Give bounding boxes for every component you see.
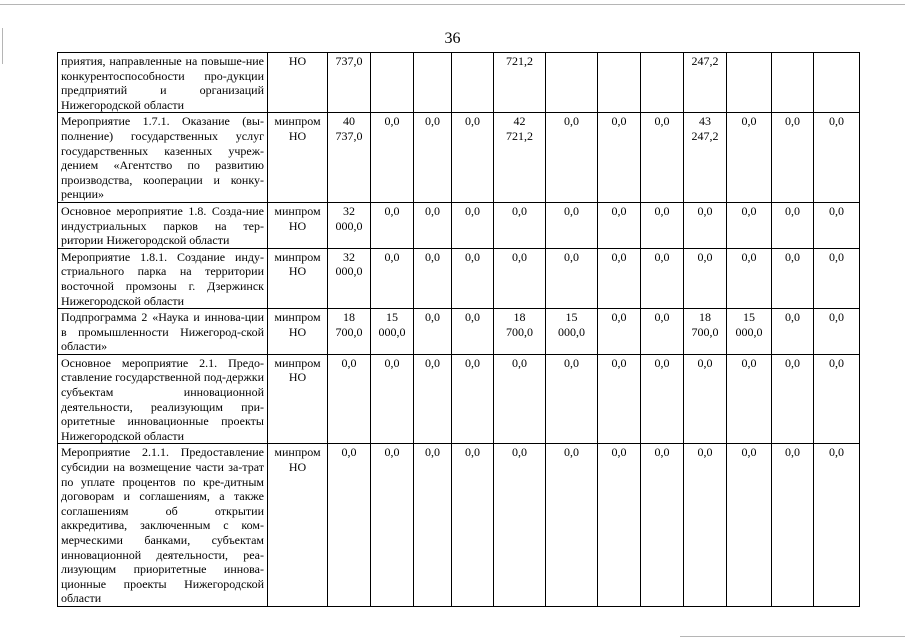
table-row xyxy=(58,354,860,444)
amount-cell xyxy=(546,248,598,308)
amount-cell xyxy=(684,309,727,355)
amount-cell xyxy=(727,444,772,607)
amount-cell xyxy=(328,202,371,248)
amount-value: 0,0 xyxy=(384,114,400,129)
activity-name-cell: Подпрограмма 2 «Наука и иннова-ции в промышленности Нижегород-ской области» xyxy=(58,309,268,355)
amount-value: 0,0 xyxy=(465,310,480,325)
scan-edge-bottom xyxy=(680,636,905,637)
amount-value: 721,2 xyxy=(506,54,533,68)
amount-cell xyxy=(371,248,414,308)
responsible-cell: минпром НО xyxy=(268,309,328,355)
amount-value: 0,0 xyxy=(384,249,400,264)
amount-value: 0,0 xyxy=(564,249,579,264)
amount-value: 000,0 xyxy=(735,324,763,339)
amount-value: 42 xyxy=(513,114,526,129)
amount-cell xyxy=(641,309,684,355)
amount-cell xyxy=(494,202,546,248)
amount-cell xyxy=(772,248,814,308)
amount-cell xyxy=(494,354,546,444)
table-row xyxy=(58,202,860,248)
amount-cell xyxy=(684,113,727,203)
activity-name-cell: Мероприятие 2.1.1. Предоставление субсидии на возмещение части за-трат по уплате процентов по кре-дитным договорам и соглашениям, а также соглашениям об открытии аккредитива, заключенным с ком-мерческими банками, субъектам инновационной деятельности, реа-лизующим приоритетные иннова-ционные проекты Нижегородской области xyxy=(58,444,268,607)
amount-value: 0,0 xyxy=(384,355,400,370)
amount-value: 0,0 xyxy=(697,249,713,264)
amount-cell xyxy=(772,309,814,355)
amount-value: 0,0 xyxy=(654,355,670,370)
amount-cell xyxy=(814,202,860,248)
amount-value: 0,0 xyxy=(654,310,670,325)
amount-value: 0,0 xyxy=(465,203,480,218)
amount-cell xyxy=(414,202,452,248)
amount-cell xyxy=(641,354,684,444)
amount-value: 0,0 xyxy=(341,355,357,370)
amount-cell xyxy=(814,113,860,203)
amount-cell xyxy=(641,113,684,203)
amount-value: 0,0 xyxy=(829,114,844,129)
amount-value: 0,0 xyxy=(564,355,579,370)
amount-cell xyxy=(452,309,494,355)
amount-value: 18 xyxy=(343,310,355,325)
amount-value: 0,0 xyxy=(785,355,800,370)
amount-cell xyxy=(598,53,641,113)
table-row xyxy=(58,444,860,607)
amount-value: 43 xyxy=(699,114,711,129)
amount-cell xyxy=(546,202,598,248)
page-number: 36 xyxy=(444,30,461,47)
amount-cell xyxy=(727,53,772,113)
amount-cell xyxy=(641,53,684,113)
amount-value: 0,0 xyxy=(611,114,627,129)
amount-value: 18 xyxy=(513,310,526,325)
amount-value: 0,0 xyxy=(425,310,440,325)
amount-value: 40 xyxy=(343,114,355,129)
amount-cell xyxy=(814,354,860,444)
amount-cell xyxy=(772,354,814,444)
amount-cell xyxy=(772,53,814,113)
amount-cell xyxy=(452,113,494,203)
amount-cell xyxy=(328,354,371,444)
amount-cell xyxy=(772,444,814,607)
amount-cell xyxy=(598,444,641,607)
amount-cell xyxy=(546,309,598,355)
amount-value: 15 xyxy=(565,310,578,325)
amount-cell xyxy=(772,113,814,203)
amount-value: 0,0 xyxy=(829,310,844,325)
amount-value: 700,0 xyxy=(691,324,719,339)
amount-cell xyxy=(546,113,598,203)
amount-cell xyxy=(494,113,546,203)
activity-name-cell: Мероприятие 1.8.1. Создание инду-стриального парка на территории восточной промзоны г. Дзержинск Нижегородской области xyxy=(58,248,268,308)
amount-cell xyxy=(641,248,684,308)
amount-value: 0,0 xyxy=(512,355,527,370)
amount-value: 0,0 xyxy=(512,203,527,218)
amount-value: 0,0 xyxy=(465,114,480,129)
amount-cell xyxy=(414,53,452,113)
responsible-cell: минпром НО xyxy=(268,113,328,203)
amount-cell xyxy=(452,248,494,308)
amount-cell xyxy=(328,444,371,607)
amount-value: 32 xyxy=(343,249,355,264)
scan-edge-top xyxy=(0,4,905,5)
amount-value: 0,0 xyxy=(697,355,713,370)
amount-value: 0,0 xyxy=(829,445,844,460)
amount-cell xyxy=(727,309,772,355)
amount-value: 0,0 xyxy=(785,249,800,264)
amount-cell xyxy=(494,53,546,113)
amount-value: 000,0 xyxy=(335,218,363,233)
amount-value: 0,0 xyxy=(425,114,440,129)
amount-value: 32 xyxy=(343,203,355,218)
amount-cell xyxy=(727,248,772,308)
amount-cell xyxy=(371,53,414,113)
amount-value: 0,0 xyxy=(611,310,627,325)
amount-cell xyxy=(814,248,860,308)
activity-name-cell: Основное мероприятие 1.8. Созда-ние индустриальных парков на тер-ритории Нижегородской области xyxy=(58,202,268,248)
amount-value: 0,0 xyxy=(425,249,440,264)
amount-value: 0,0 xyxy=(465,249,480,264)
amount-value: 0,0 xyxy=(611,355,627,370)
amount-cell xyxy=(328,309,371,355)
amount-value: 0,0 xyxy=(465,355,480,370)
amount-cell xyxy=(371,444,414,607)
amount-cell xyxy=(546,354,598,444)
amount-value: 0,0 xyxy=(741,249,757,264)
amount-value: 0,0 xyxy=(785,445,800,460)
amount-cell xyxy=(494,309,546,355)
amount-value: 15 xyxy=(386,310,398,325)
amount-cell xyxy=(598,248,641,308)
amount-cell xyxy=(414,309,452,355)
amount-value: 0,0 xyxy=(564,114,579,129)
responsible-cell: минпром НО xyxy=(268,202,328,248)
amount-value: 700,0 xyxy=(506,324,533,339)
amount-cell xyxy=(684,248,727,308)
amount-cell xyxy=(598,354,641,444)
amount-value: 0,0 xyxy=(465,445,480,460)
amount-cell xyxy=(371,113,414,203)
amount-cell xyxy=(684,53,727,113)
amount-value: 0,0 xyxy=(384,445,400,460)
amount-value: 0,0 xyxy=(741,203,757,218)
amount-value: 0,0 xyxy=(785,203,800,218)
amount-value: 0,0 xyxy=(654,114,670,129)
amount-value: 0,0 xyxy=(425,203,440,218)
amount-cell xyxy=(414,113,452,203)
amount-value: 0,0 xyxy=(785,114,800,129)
amount-value: 0,0 xyxy=(741,114,757,129)
amount-cell xyxy=(371,309,414,355)
amount-value: 0,0 xyxy=(564,445,579,460)
amount-value: 0,0 xyxy=(341,445,357,460)
amount-value: 0,0 xyxy=(611,249,627,264)
amount-cell xyxy=(727,113,772,203)
responsible-cell: минпром НО xyxy=(268,248,328,308)
budget-table-body xyxy=(58,53,860,607)
amount-value: 0,0 xyxy=(654,445,670,460)
amount-cell xyxy=(641,444,684,607)
amount-value: 15 xyxy=(743,310,755,325)
amount-cell xyxy=(452,354,494,444)
amount-cell xyxy=(684,444,727,607)
amount-value: 721,2 xyxy=(506,128,533,143)
amount-cell xyxy=(328,53,371,113)
amount-cell xyxy=(371,202,414,248)
amount-value: 0,0 xyxy=(829,249,844,264)
amount-cell xyxy=(546,444,598,607)
amount-cell xyxy=(546,53,598,113)
amount-cell xyxy=(328,248,371,308)
amount-cell xyxy=(328,113,371,203)
amount-cell xyxy=(772,202,814,248)
amount-cell xyxy=(641,202,684,248)
amount-value: 700,0 xyxy=(335,324,363,339)
amount-value: 000,0 xyxy=(378,324,406,339)
amount-cell xyxy=(494,444,546,607)
amount-cell xyxy=(452,444,494,607)
amount-value: 0,0 xyxy=(654,203,670,218)
responsible-cell: минпром НО xyxy=(268,444,328,607)
amount-cell xyxy=(814,444,860,607)
amount-value: 0,0 xyxy=(564,203,579,218)
amount-value: 18 xyxy=(699,310,711,325)
amount-value: 0,0 xyxy=(741,445,757,460)
table-row xyxy=(58,53,860,113)
amount-value: 737,0 xyxy=(335,54,363,68)
activity-name-cell: Основное мероприятие 2.1. Предо-ставление государственной под-держки субъектам инновационной деятельности, реализующим при-оритетные инновационные проекты Нижегородской области xyxy=(58,354,268,444)
amount-cell xyxy=(598,113,641,203)
activity-name-cell: приятия, направленные на повыше-ние конкурентоспособности про-дукции предприятий и организаций Нижегородской области xyxy=(58,53,268,113)
amount-value: 737,0 xyxy=(335,128,363,143)
amount-value: 247,2 xyxy=(691,54,719,68)
responsible-cell: минпром НО xyxy=(268,354,328,444)
amount-value: 0,0 xyxy=(611,445,627,460)
amount-value: 0,0 xyxy=(829,355,844,370)
amount-value: 0,0 xyxy=(697,203,713,218)
amount-value: 0,0 xyxy=(829,203,844,218)
budget-table xyxy=(57,52,860,607)
amount-value: 000,0 xyxy=(558,324,585,339)
amount-cell xyxy=(684,354,727,444)
amount-cell xyxy=(598,309,641,355)
amount-value: 000,0 xyxy=(335,264,363,279)
table-row xyxy=(58,113,860,203)
amount-cell xyxy=(414,354,452,444)
table-row xyxy=(58,309,860,355)
amount-value: 0,0 xyxy=(384,203,400,218)
amount-cell xyxy=(684,202,727,248)
amount-value: 0,0 xyxy=(741,355,757,370)
amount-cell xyxy=(727,202,772,248)
amount-cell xyxy=(452,202,494,248)
amount-cell xyxy=(452,53,494,113)
amount-value: 0,0 xyxy=(512,445,527,460)
amount-value: 0,0 xyxy=(654,249,670,264)
amount-cell xyxy=(598,202,641,248)
responsible-cell: НО xyxy=(268,53,328,113)
amount-cell xyxy=(814,309,860,355)
amount-cell xyxy=(414,248,452,308)
amount-cell xyxy=(727,354,772,444)
amount-value: 247,2 xyxy=(691,128,719,143)
amount-value: 0,0 xyxy=(785,310,800,325)
amount-value: 0,0 xyxy=(512,249,527,264)
amount-value: 0,0 xyxy=(425,445,440,460)
amount-cell xyxy=(494,248,546,308)
amount-cell xyxy=(814,53,860,113)
amount-value: 0,0 xyxy=(425,355,440,370)
table-row xyxy=(58,248,860,308)
amount-value: 0,0 xyxy=(697,445,713,460)
amount-cell xyxy=(414,444,452,607)
amount-value: 0,0 xyxy=(611,203,627,218)
amount-cell xyxy=(371,354,414,444)
activity-name-cell: Мероприятие 1.7.1. Оказание (вы-полнение) государственных услуг государственных казенных учреж-дением «Агентство по развитию производства, кооперации и конку-ренции» xyxy=(58,113,268,203)
